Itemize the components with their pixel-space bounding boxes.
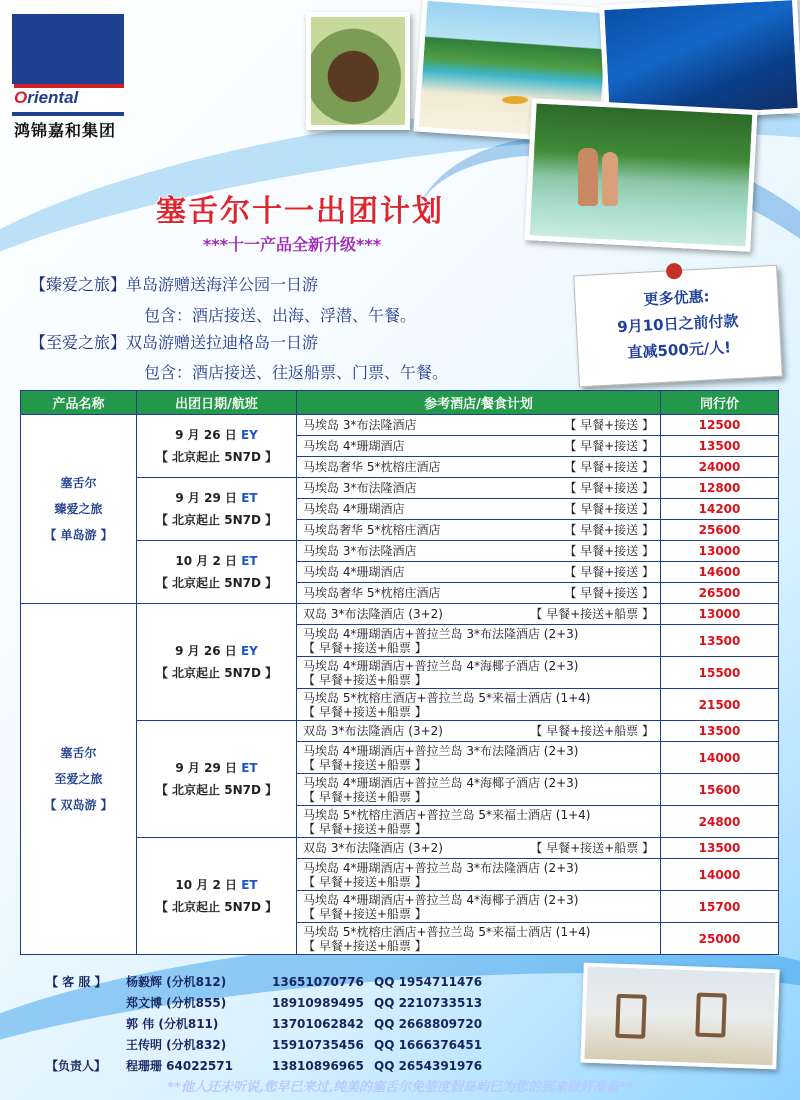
price-cell: 13500 xyxy=(661,721,779,742)
product-cell: 塞舌尔 至爱之旅 【 双岛游 】 xyxy=(21,604,137,955)
coco-de-mer-photo xyxy=(306,12,410,130)
promo-line-2: 【至爱之旅】双岛游赠送拉迪格岛一日游 xyxy=(30,333,319,352)
price-cell: 25600 xyxy=(661,520,779,541)
hotel-cell: 马埃岛奢华 5*枕榕庄酒店 【 早餐+接送 】 xyxy=(297,520,661,541)
date-cell: 9 月 29 日 ET 【 北京起止 5N7D 】 xyxy=(137,478,297,541)
logo-text: Oriental xyxy=(14,88,79,107)
hotel-cell: 双岛 3*布法隆酒店 (3+2) 【 早餐+接送+船票 】 xyxy=(297,838,661,859)
hotel-cell: 马埃岛 4*珊瑚酒店+普拉兰岛 3*布法隆酒店 (2+3) 【 早餐+接送+船票 】 xyxy=(297,742,661,774)
table-header: 产品名称 xyxy=(21,391,137,415)
hotel-cell: 马埃岛 5*枕榕庄酒店+普拉兰岛 5*来福士酒店 (1+4) 【 早餐+接送+船票 】 xyxy=(297,806,661,838)
hotel-cell: 马埃岛 4*珊瑚酒店 【 早餐+接送 】 xyxy=(297,436,661,457)
promo-include-1: 包含：酒店接送、出海、浮潜、午餐。 xyxy=(144,306,417,325)
contact-row: 【负责人】 程珊珊 64022571 13810896965 QQ 2654391976 xyxy=(46,1059,483,1073)
hotel-cell: 马埃岛 5*枕榕庄酒店+普拉兰岛 5*来福士酒店 (1+4) 【 早餐+接送+船票 】 xyxy=(297,689,661,721)
beach-chairs-photo xyxy=(580,963,779,1070)
contact-row: 王传明 (分机832) 15910735456 QQ 1666376451 xyxy=(126,1038,483,1052)
chair-shape xyxy=(695,993,727,1038)
promo-include-2: 包含：酒店接送、往返船票、门票、午餐。 xyxy=(144,363,449,382)
price-cell: 24000 xyxy=(661,457,779,478)
hotel-cell: 马埃岛 4*珊瑚酒店+普拉兰岛 3*布法隆酒店 (2+3) 【 早餐+接送+船票 】 xyxy=(297,859,661,891)
hotel-cell: 马埃岛 4*珊瑚酒店+普拉兰岛 3*布法隆酒店 (2+3) 【 早餐+接送+船票 】 xyxy=(297,625,661,657)
price-cell: 15700 xyxy=(661,891,779,923)
hotel-cell: 双岛 3*布法隆酒店 (3+2) 【 早餐+接送+船票 】 xyxy=(297,604,661,625)
page-subtitle: ***十一产品全新升级*** xyxy=(202,235,382,254)
date-cell: 9 月 26 日 EY 【 北京起止 5N7D 】 xyxy=(137,415,297,478)
kayak-shape xyxy=(502,96,528,104)
hotel-cell: 马埃岛 3*布法隆酒店 【 早餐+接送 】 xyxy=(297,478,661,499)
price-cell: 26500 xyxy=(661,583,779,604)
price-cell: 13000 xyxy=(661,541,779,562)
hotel-cell: 双岛 3*布法隆酒店 (3+2) 【 早餐+接送+船票 】 xyxy=(297,721,661,742)
price-cell: 24800 xyxy=(661,806,779,838)
contact-row: 郭 伟 (分机811) 13701062842 QQ 2668809720 xyxy=(126,1017,483,1031)
footer-slogan: **他人还未听说,您早已来过,纯美的塞舌尔免签度假岛屿已为您的到来做好准备** xyxy=(167,1080,633,1095)
contact-list xyxy=(46,972,504,1077)
hotel-cell: 马埃岛 4*珊瑚酒店+普拉兰岛 4*海椰子酒店 (2+3) 【 早餐+接送+船票 】 xyxy=(297,774,661,806)
offer-line: 直减500元/人! xyxy=(627,338,732,362)
hotel-cell: 马埃岛 4*珊瑚酒店+普拉兰岛 4*海椰子酒店 (2+3) 【 早餐+接送+船票 】 xyxy=(297,891,661,923)
offer-note xyxy=(573,265,783,388)
price-cell: 13500 xyxy=(661,436,779,457)
product-cell: 塞舌尔 臻爱之旅 【 单岛游 】 xyxy=(21,415,137,604)
price-cell: 13500 xyxy=(661,838,779,859)
price-cell: 13500 xyxy=(661,625,779,657)
table-header: 参考酒店/餐食计划 xyxy=(297,391,661,415)
hotel-cell: 马埃岛 3*布法隆酒店 【 早餐+接送 】 xyxy=(297,541,661,562)
date-cell: 10 月 2 日 ET 【 北京起止 5N7D 】 xyxy=(137,541,297,604)
contact-row: 【 客 服 】 杨毅辉 (分机812) 13651070776 QQ 1954711476 xyxy=(46,975,483,989)
hotel-cell: 马埃岛奢华 5*枕榕庄酒店 【 早餐+接送 】 xyxy=(297,457,661,478)
contact-row: 郑文博 (分机855) 18910989495 QQ 2210733513 xyxy=(126,996,483,1010)
price-cell: 14200 xyxy=(661,499,779,520)
date-cell: 9 月 29 日 ET 【 北京起止 5N7D 】 xyxy=(137,721,297,838)
hotel-cell: 马埃岛 4*珊瑚酒店 【 早餐+接送 】 xyxy=(297,562,661,583)
price-table xyxy=(20,390,779,955)
price-cell: 13000 xyxy=(661,604,779,625)
offer-line: 9月10日之前付款 xyxy=(616,311,739,337)
price-cell: 15600 xyxy=(661,774,779,806)
promo-line-1: 【臻爱之旅】单岛游赠送海洋公园一日游 xyxy=(30,275,319,294)
hotel-cell: 马埃岛奢华 5*枕榕庄酒店 【 早餐+接送 】 xyxy=(297,583,661,604)
offer-line: 更多优惠: xyxy=(643,287,710,309)
person-shape xyxy=(602,152,618,206)
hotel-cell: 马埃岛 4*珊瑚酒店+普拉兰岛 4*海椰子酒店 (2+3) 【 早餐+接送+船票 】 xyxy=(297,657,661,689)
date-cell: 10 月 2 日 ET 【 北京起止 5N7D 】 xyxy=(137,838,297,955)
date-cell: 9 月 26 日 EY 【 北京起止 5N7D 】 xyxy=(137,604,297,721)
hotel-cell: 马埃岛 3*布法隆酒店 【 早餐+接送 】 xyxy=(297,415,661,436)
table-header: 同行价 xyxy=(661,391,779,415)
price-cell: 12800 xyxy=(661,478,779,499)
company-name: 鸿锦嘉和集团 xyxy=(14,121,117,140)
page-title: 塞舌尔十一出团计划 xyxy=(156,194,444,229)
price-cell: 14000 xyxy=(661,742,779,774)
chair-shape xyxy=(615,994,647,1039)
hotel-cell: 马埃岛 4*珊瑚酒店 【 早餐+接送 】 xyxy=(297,499,661,520)
pin-icon xyxy=(666,263,683,280)
price-cell: 25000 xyxy=(661,923,779,955)
table-header: 出团日期/航班 xyxy=(137,391,297,415)
price-cell: 15500 xyxy=(661,657,779,689)
price-cell: 14000 xyxy=(661,859,779,891)
hotel-cell: 马埃岛 5*枕榕庄酒店+普拉兰岛 5*来福士酒店 (1+4) 【 早餐+接送+船票 】 xyxy=(297,923,661,955)
price-cell: 12500 xyxy=(661,415,779,436)
price-cell: 21500 xyxy=(661,689,779,721)
price-cell: 14600 xyxy=(661,562,779,583)
